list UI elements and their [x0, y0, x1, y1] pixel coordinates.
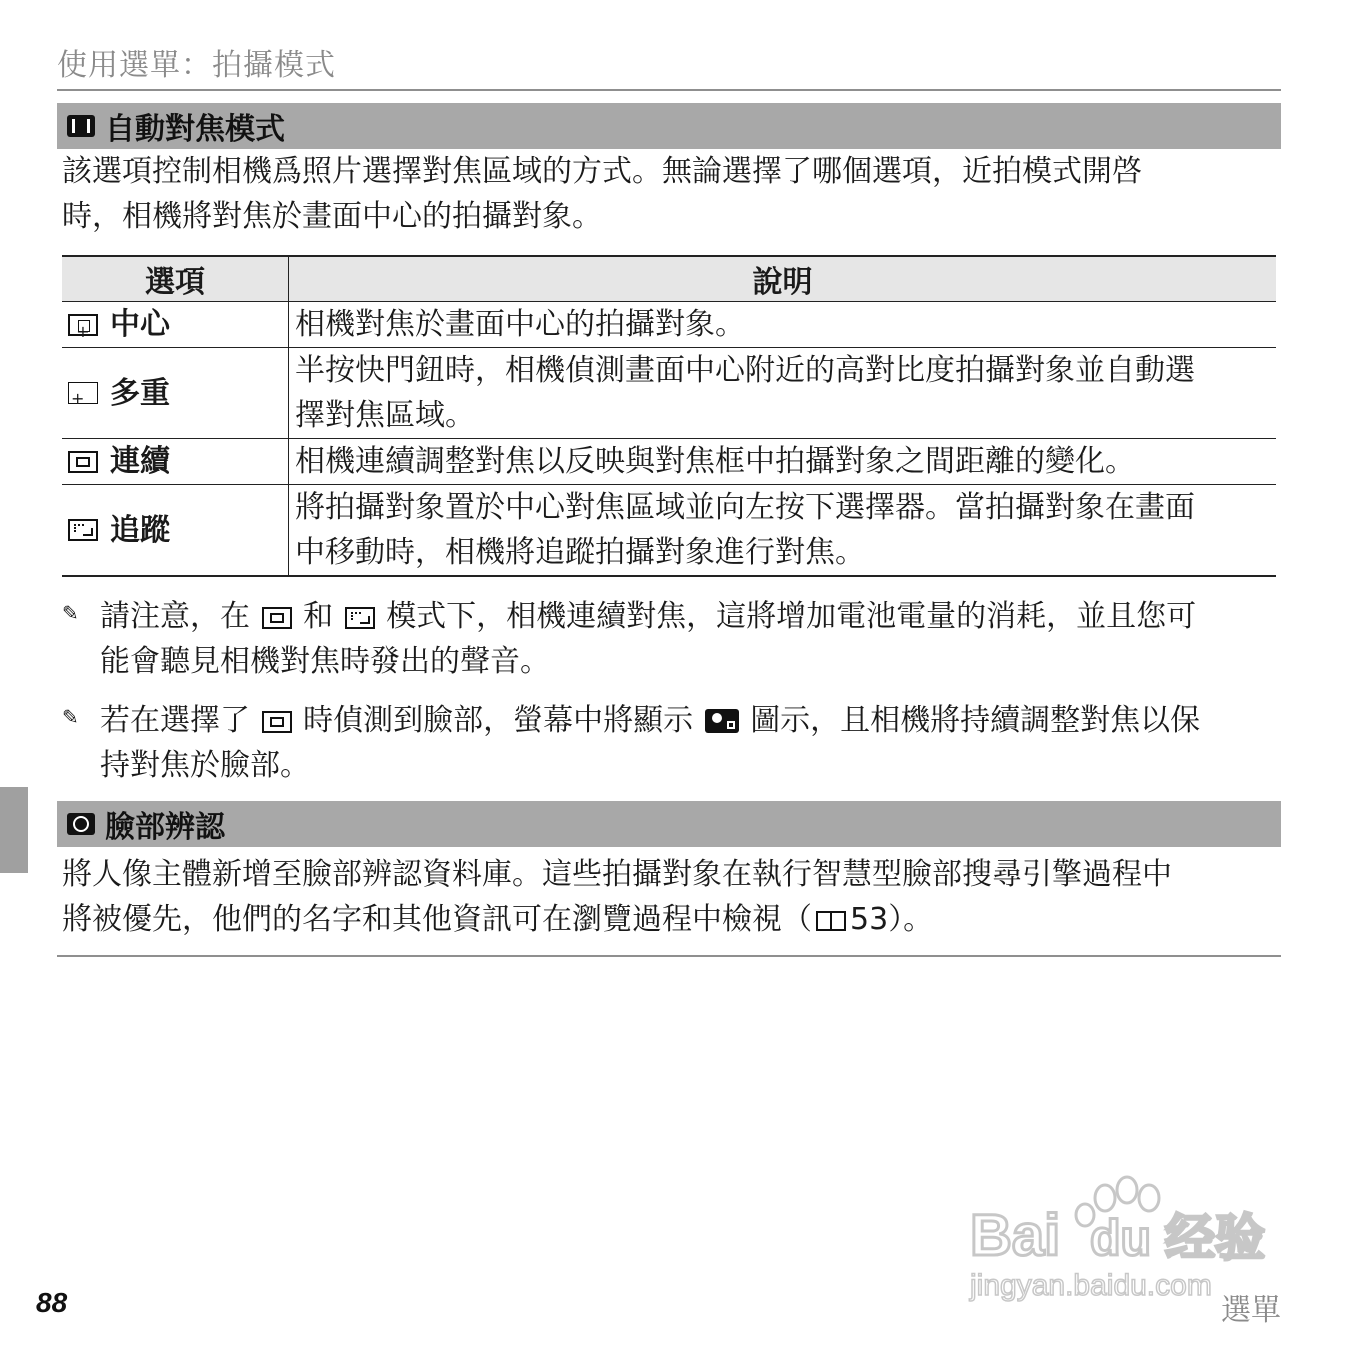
tracking-af-icon	[68, 519, 98, 541]
note-text: 模式下，相機連續對焦，這將增加電池電量的消耗，並且您可	[386, 599, 1197, 634]
note-text: 時偵測到臉部，螢幕中將顯示	[303, 703, 694, 738]
option-label: 中心	[110, 307, 170, 342]
description-line: 擇對焦區域。	[295, 398, 475, 433]
option-description	[289, 302, 1277, 348]
description-line: 半按快門鈕時，相機偵測畫面中心附近的高對比度拍攝對象並自動選	[295, 353, 1195, 388]
chapter-side-tab	[0, 787, 28, 873]
note-bullet-icon: ✎	[62, 705, 79, 729]
watermark-brand-cn: 经验	[1165, 1209, 1265, 1267]
af-mode-intro	[62, 149, 1277, 239]
continuous-af-icon	[68, 451, 98, 473]
option-description	[289, 439, 1277, 485]
multi-af-icon	[68, 382, 98, 404]
face-recognition-text	[62, 852, 1277, 942]
option-label: 多重	[110, 375, 170, 411]
option-label: 追蹤	[110, 512, 170, 548]
description-line: 相機對焦於畫面中心的拍攝對象。	[295, 307, 745, 342]
center-af-icon	[68, 314, 98, 336]
description-line: 相機連續調整對焦以反映與對焦框中拍攝對象之間距離的變化。	[295, 444, 1135, 479]
table-header-row	[62, 256, 1276, 302]
note-face-detection	[62, 698, 1277, 788]
description-line: 中移動時，相機將追蹤拍攝對象進行對焦。	[295, 535, 865, 570]
column-header-option: 選項	[62, 256, 289, 302]
page-reference-number: 53	[850, 902, 889, 937]
section-end-rule	[57, 955, 1281, 957]
watermark-url: jingyan.baidu.com	[970, 1269, 1212, 1302]
section-title-face-recognition: 臉部辨認	[105, 810, 225, 845]
continuous-af-icon	[262, 711, 292, 733]
note-text: 和	[303, 599, 334, 634]
note-continuous-focus	[62, 594, 1277, 684]
option-description	[289, 348, 1277, 439]
note-bullet-icon: ✎	[62, 601, 79, 625]
paragraph-text: ）。	[888, 902, 934, 937]
column-header-description: 說明	[289, 256, 1277, 302]
table-row	[62, 485, 1276, 577]
footer-chapter-label: 選單	[1221, 1293, 1281, 1328]
baidu-watermark-logo	[965, 1160, 1285, 1310]
face-detection-icon	[705, 709, 739, 733]
running-head: 使用選單：拍攝模式	[57, 48, 336, 83]
table-row	[62, 302, 1276, 348]
section-bar-face-recognition	[57, 801, 1281, 847]
tracking-af-icon	[345, 607, 375, 629]
note-text: 若在選擇了	[100, 703, 250, 738]
table-row	[62, 439, 1276, 485]
option-label: 連續	[110, 444, 170, 479]
description-line: 將拍攝對象置於中心對焦區域並向左按下選擇器。當拍攝對象在畫面	[295, 490, 1195, 525]
note-text: 能會聽見相機對焦時發出的聲音。	[100, 644, 550, 679]
section-bar-af-mode	[57, 103, 1281, 149]
watermark-brand-du: du	[1090, 1210, 1152, 1266]
page-reference-book-icon	[816, 911, 846, 931]
option-description	[289, 485, 1277, 577]
paragraph-text: 將被優先，他們的名字和其他資訊可在瀏覽過程中檢視（	[62, 902, 812, 937]
face-recognition-icon	[67, 813, 95, 835]
continuous-af-icon	[262, 607, 292, 629]
header-rule	[57, 89, 1281, 91]
note-text: 持對焦於臉部。	[100, 748, 310, 783]
note-text: 請注意，在	[100, 599, 250, 634]
paragraph-line: 將人像主體新增至臉部辨認資料庫。這些拍攝對象在執行智慧型臉部搜尋引擎過程中	[62, 857, 1172, 892]
watermark-brand: Bai	[970, 1203, 1061, 1268]
intro-line: 時，相機將對焦於畫面中心的拍攝對象。	[62, 199, 602, 234]
af-options-table	[62, 255, 1276, 577]
intro-line: 該選項控制相機爲照片選擇對焦區域的方式。無論選擇了哪個選項，近拍模式開啓	[62, 154, 1142, 189]
section-title-af-mode: 自動對焦模式	[105, 112, 285, 147]
table-row	[62, 348, 1276, 439]
page-number: 88	[36, 1287, 68, 1318]
af-mode-icon	[67, 115, 95, 137]
note-text: 圖示，且相機將持續調整對焦以保	[750, 703, 1201, 738]
